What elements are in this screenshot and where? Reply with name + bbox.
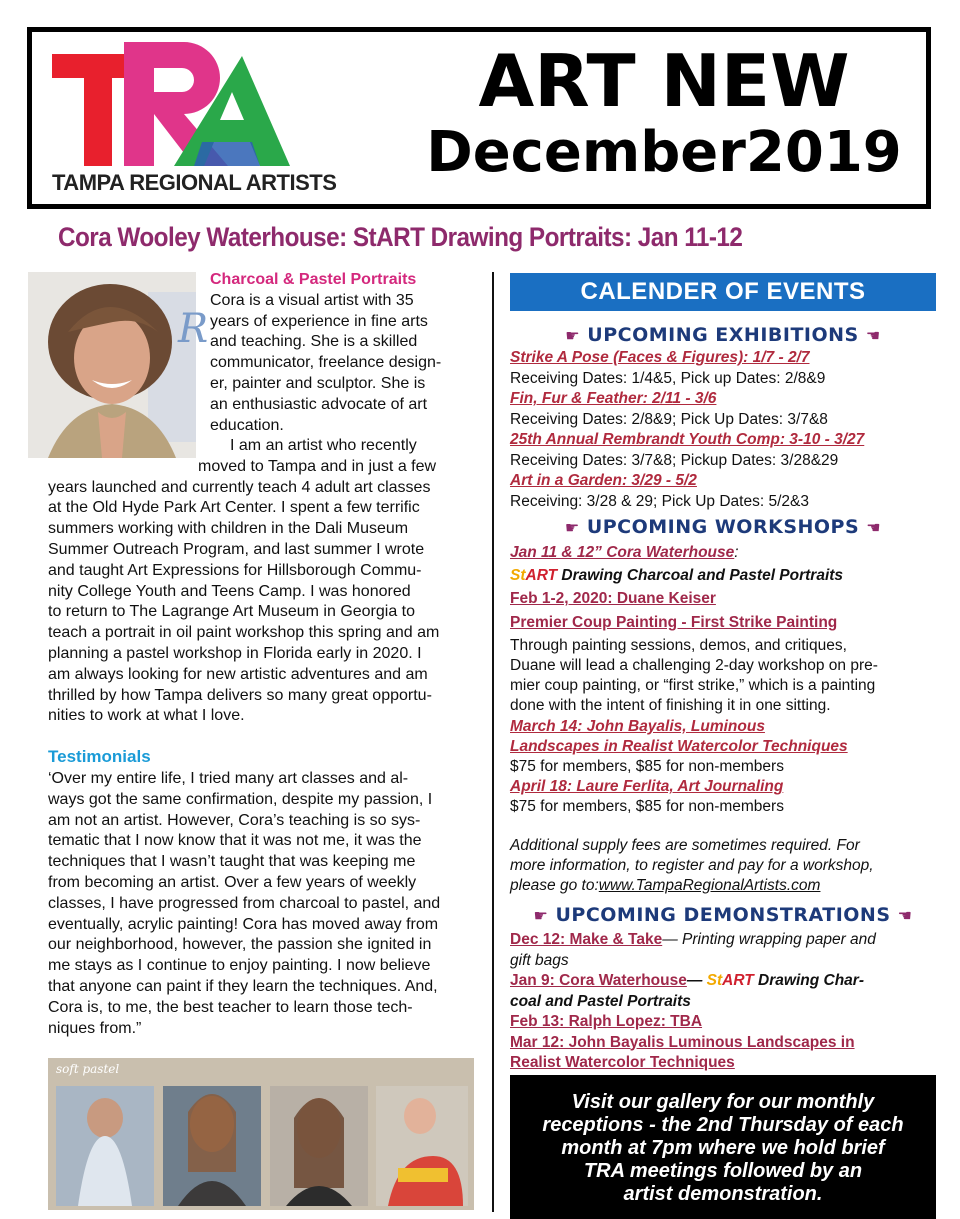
pointing-hand-icon: ☚ bbox=[866, 518, 882, 537]
bio-line: moved to Tampa and in just a few bbox=[198, 457, 437, 475]
exhibition-detail: Receiving Dates: 2/8&9; Pick Up Dates: 3/7&8 bbox=[510, 410, 828, 428]
workshops-list bbox=[510, 543, 936, 896]
pointing-hand-icon: ☚ bbox=[865, 326, 881, 345]
pointing-hand-icon: ☚ bbox=[897, 906, 913, 925]
testimonials-heading: Testimonials bbox=[48, 747, 151, 766]
bio-line: at the Old Hyde Park Art Center. I spent a few terrific bbox=[48, 499, 420, 517]
intro-line: an enthusiastic advocate of art bbox=[210, 395, 428, 413]
pointing-hand-icon: ☛ bbox=[564, 518, 580, 537]
bio-line: am always looking for new artistic adventures and am bbox=[48, 665, 428, 683]
demonstrations-heading bbox=[510, 904, 936, 926]
exhibition-detail: Receiving Dates: 1/4&5, Pick up Dates: 2/8&9 bbox=[510, 369, 826, 387]
artist-portrait bbox=[28, 272, 209, 458]
tra-logo-icon bbox=[52, 42, 302, 170]
workshop-link[interactable]: April 18: Laure Ferlita, Art Journaling bbox=[510, 778, 784, 796]
testimonial-line: eventually, acrylic painting! Cora has moved away from bbox=[48, 915, 439, 933]
start-art: ART bbox=[525, 567, 558, 585]
testimonial-line: Cora is, to me, the best teacher to learn those tech- bbox=[48, 998, 413, 1016]
pointing-hand-icon: ☛ bbox=[565, 326, 581, 345]
supply-note-line: Additional supply fees are sometimes required. For bbox=[510, 836, 860, 854]
pastel-portraits-strip bbox=[48, 1058, 474, 1210]
testimonial-line: our neighborhood, however, the passion she ignited in bbox=[48, 936, 432, 954]
supply-note-line: more information, to register and pay for a workshop, bbox=[510, 856, 874, 874]
column-divider bbox=[492, 272, 494, 1212]
workshop-link[interactable]: March 14: John Bayalis, Luminous bbox=[510, 717, 765, 735]
intro-block bbox=[210, 270, 470, 436]
newsletter-date: December2019 bbox=[426, 120, 902, 185]
workshops-heading-text: UPCOMING WORKSHOPS bbox=[586, 516, 860, 538]
masthead bbox=[27, 27, 931, 209]
feature-headline: Cora Wooley Waterhouse: StART Drawing Portraits: Jan 11-12 bbox=[58, 222, 743, 252]
visit-line: Visit our gallery for our monthly bbox=[571, 1091, 875, 1113]
bio-line: I am an artist who recently bbox=[230, 437, 417, 454]
testimonial-line: am not an artist. However, Cora’s teaching is so sys- bbox=[48, 811, 421, 829]
intro-line: er, painter and sculptor. She is bbox=[210, 374, 426, 392]
visit-gallery-box bbox=[510, 1075, 936, 1219]
workshop-desc-line: done with the intent of finishing it in one sitting. bbox=[510, 697, 831, 715]
visit-line: receptions - the 2nd Thursday of each bbox=[542, 1114, 904, 1136]
svg-text:R: R bbox=[178, 306, 209, 352]
demo-link[interactable]: Mar 12: John Bayalis Luminous Landscapes in bbox=[510, 1033, 855, 1051]
bio-line: Summer Outreach Program, and last summer I wrote bbox=[48, 540, 425, 558]
exhibitions-heading-text: UPCOMING EXHIBITIONS bbox=[587, 324, 859, 346]
workshop-link[interactable]: Jan 11 & 12” Cora Waterhouse bbox=[510, 544, 735, 561]
intro-line: Cora is a visual artist with 35 bbox=[210, 291, 414, 309]
workshop-desc-line: mier coup painting, or “first strike,” which is a painting bbox=[510, 677, 876, 695]
bio-line: nity College Youth and Teens Camp. I was honored bbox=[48, 582, 411, 600]
bio-line: summers working with children in the Dali Museum bbox=[48, 520, 409, 538]
testimonial-line: from becoming an artist. Over a few years of weekly bbox=[48, 873, 417, 891]
bio-line: teach a portrait in oil paint workshop this spring and am bbox=[48, 624, 440, 642]
workshop-desc-line: Duane will lead a challenging 2-day workshop on pre- bbox=[510, 657, 878, 675]
demonstrations-list bbox=[510, 930, 936, 1074]
demo-link[interactable]: Jan 9: Cora Waterhouse bbox=[510, 972, 687, 989]
exhibitions-list bbox=[510, 348, 936, 512]
demo-title: coal and Pastel Portraits bbox=[510, 992, 691, 1010]
demo-link[interactable]: Dec 12: Make & Take bbox=[510, 931, 663, 948]
logo-subtitle: TAMPA REGIONAL ARTISTS bbox=[52, 170, 337, 195]
intro-line: years of experience in fine arts bbox=[210, 312, 428, 330]
testimonial-line: that anyone can paint if they learn the techniques. And, bbox=[48, 977, 438, 995]
start-art: ART bbox=[722, 972, 754, 989]
website-link[interactable]: www.TampaRegionalArtists.com bbox=[598, 877, 821, 895]
workshop-title: Drawing Charcoal and Pastel Portraits bbox=[557, 567, 844, 585]
testimonial-line: techniques that I wasn’t taught that was keeping me bbox=[48, 853, 416, 871]
workshop-price: $75 for members, $85 for non-members bbox=[510, 798, 784, 816]
bio-line: and taught Art Expressions for Hillsborough Commu- bbox=[48, 561, 422, 579]
visit-text bbox=[530, 1091, 916, 1206]
workshops-heading bbox=[510, 516, 936, 538]
demo-desc: gift bags bbox=[510, 951, 569, 969]
exhibition-link[interactable]: Art in a Garden: 3/29 - 5/2 bbox=[510, 472, 697, 489]
testimonial-text bbox=[48, 769, 473, 1039]
start-st: St bbox=[510, 567, 526, 585]
pastel-paintings-icon bbox=[48, 1058, 474, 1210]
bio-text bbox=[48, 436, 473, 727]
exhibition-link[interactable]: Strike A Pose (Faces & Figures): 1/7 - 2/7 bbox=[510, 349, 810, 366]
intro-line: communicator, freelance design- bbox=[210, 354, 442, 372]
calendar-banner: CALENDER OF EVENTS bbox=[510, 273, 936, 311]
supply-note-prefix: please go to: bbox=[510, 877, 599, 895]
bio-line: nities to work at what I love. bbox=[48, 707, 245, 725]
exhibition-detail: Receiving: 3/28 & 29; Pick Up Dates: 5/2&3 bbox=[510, 492, 809, 510]
demo-title: Drawing Char- bbox=[753, 972, 864, 989]
workshop-subtitle[interactable]: Premier Coup Painting - First Strike Painting bbox=[510, 613, 838, 631]
testimonial-line: ways got the same confirmation, despite my passion, I bbox=[48, 790, 433, 808]
exhibitions-heading bbox=[510, 324, 936, 346]
intro-heading: Charcoal & Pastel Portraits bbox=[210, 271, 417, 288]
demonstrations-heading-text: UPCOMING DEMONSTRATIONS bbox=[555, 904, 891, 926]
testimonial-line: me stays as I continue to enjoy painting. I now believe bbox=[48, 957, 431, 975]
testimonial-line: ‘Over my entire life, I tried many art classes and al- bbox=[48, 770, 409, 787]
testimonial-line: tematic that I now know that it was not me, it was the bbox=[48, 832, 422, 850]
newsletter-title: ART NEW bbox=[478, 39, 850, 123]
demo-dash: — bbox=[686, 972, 707, 989]
demo-link[interactable]: Realist Watercolor Techniques bbox=[510, 1054, 735, 1071]
visit-line: artist demonstration. bbox=[623, 1183, 823, 1205]
strip-label: soft pastel bbox=[56, 1062, 120, 1076]
pointing-hand-icon: ☛ bbox=[533, 906, 549, 925]
exhibition-link[interactable]: 25th Annual Rembrandt Youth Comp: 3-10 - 3/27 bbox=[510, 431, 865, 448]
demo-link[interactable]: Feb 13: Ralph Lopez: TBA bbox=[510, 1013, 703, 1030]
bio-line: planning a pastel workshop in Florida early in 2020. I bbox=[48, 644, 422, 662]
start-st: St bbox=[706, 972, 723, 989]
workshop-link[interactable]: Landscapes in Realist Watercolor Techniques bbox=[510, 737, 848, 755]
workshop-price: $75 for members, $85 for non-members bbox=[510, 758, 784, 776]
bio-line: years launched and currently teach 4 adult art classes bbox=[48, 478, 431, 496]
visit-line: month at 7pm where we hold brief bbox=[561, 1137, 885, 1159]
workshop-link[interactable]: Feb 1-2, 2020: Duane Keiser bbox=[510, 590, 716, 608]
intro-line: education. bbox=[210, 416, 284, 434]
testimonial-line: niques from.” bbox=[48, 1019, 142, 1037]
visit-line: TRA meetings followed by an bbox=[583, 1160, 863, 1182]
exhibition-link[interactable]: Fin, Fur & Feather: 2/11 - 3/6 bbox=[510, 390, 717, 407]
demo-desc: — Printing wrapping paper and bbox=[662, 931, 876, 948]
intro-line: and teaching. She is a skilled bbox=[210, 333, 418, 351]
bio-line: to return to The Lagrange Art Museum in Georgia to bbox=[48, 603, 416, 621]
exhibition-detail: Receiving Dates: 3/7&8; Pickup Dates: 3/28&29 bbox=[510, 451, 839, 469]
testimonial-line: classes, I have progressed from charcoal to pastel, and bbox=[48, 894, 441, 912]
workshop-desc-line: Through painting sessions, demos, and critiques, bbox=[510, 636, 847, 654]
colon: : bbox=[734, 544, 739, 561]
bio-line: thrilled by how Tampa delivers so many great opportu- bbox=[48, 686, 432, 704]
